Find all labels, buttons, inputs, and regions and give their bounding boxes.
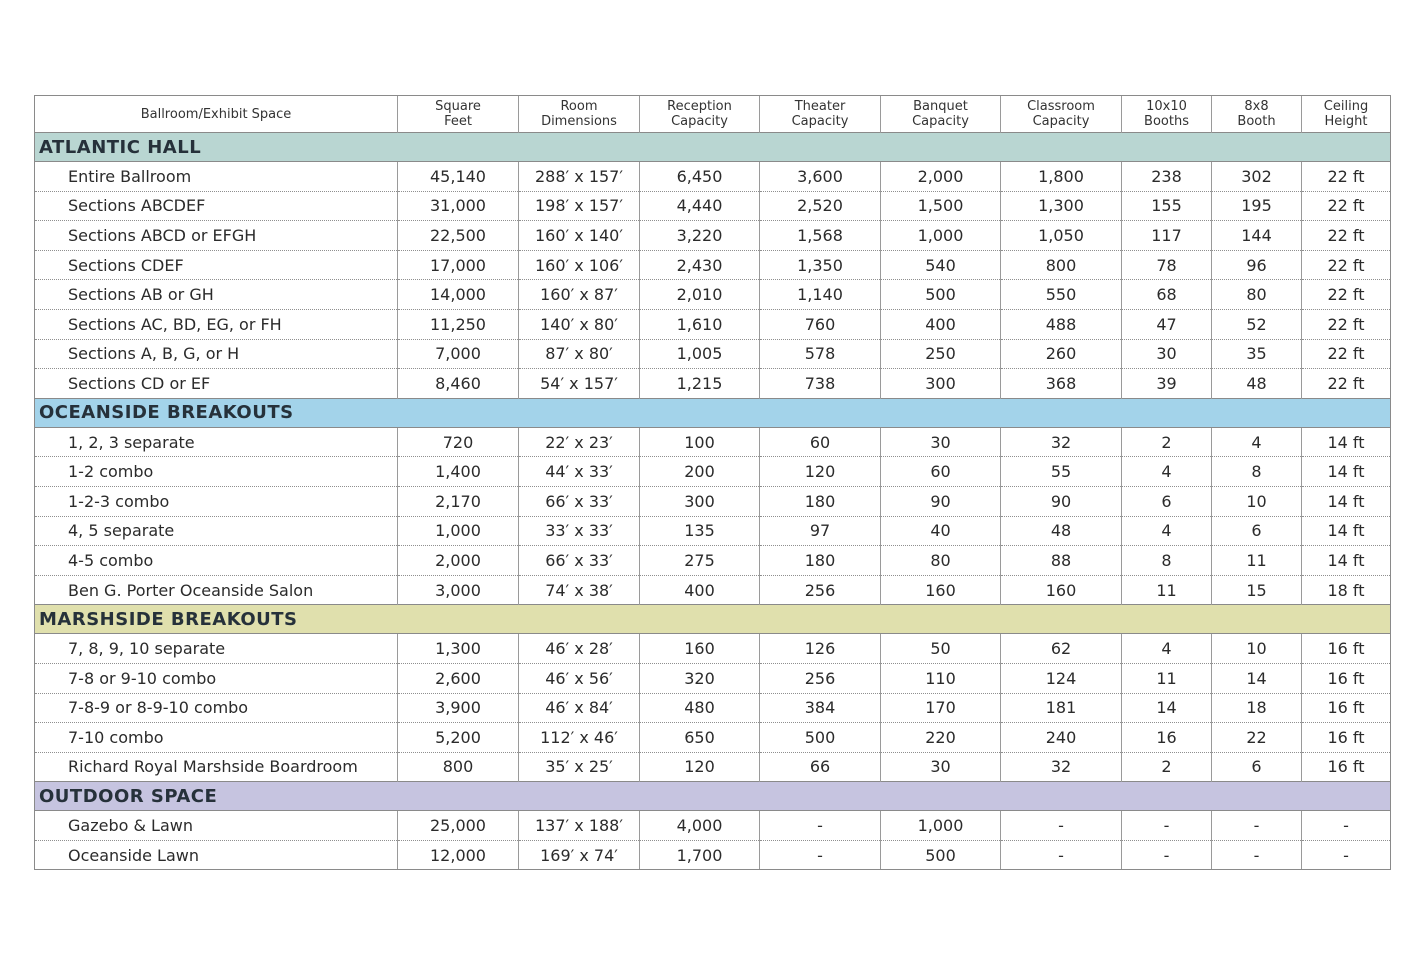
square-feet-cell: 3,900 [398, 693, 519, 723]
header-line: Booths [1144, 114, 1189, 129]
theater-capacity-cell: 578 [760, 339, 881, 369]
booth-8x8-cell: 6 [1212, 752, 1302, 782]
space-name-cell: Sections AC, BD, EG, or FH [35, 309, 398, 339]
banquet-capacity-cell: 170 [881, 693, 1001, 723]
header-line: 10x10 [1146, 99, 1187, 114]
reception-capacity-cell: 200 [640, 457, 760, 487]
table-row [35, 191, 1391, 221]
space-name-cell: Entire Ballroom [35, 162, 398, 192]
banquet-capacity-cell: 500 [881, 280, 1001, 310]
theater-capacity-cell: 60 [760, 427, 881, 457]
ceiling-height-cell: 22 ft [1302, 309, 1391, 339]
reception-capacity-cell: 2,010 [640, 280, 760, 310]
reception-capacity-cell: 300 [640, 486, 760, 516]
classroom-capacity-cell: 32 [1001, 752, 1122, 782]
room-dimensions-cell: 74′ x 38′ [519, 575, 640, 605]
room-dimensions-cell: 160′ x 140′ [519, 221, 640, 251]
classroom-capacity-cell: 800 [1001, 250, 1122, 280]
theater-capacity-cell: - [760, 840, 881, 870]
booth-8x8-cell: 4 [1212, 427, 1302, 457]
booth-8x8-cell: 48 [1212, 369, 1302, 399]
ceiling-height-cell: 16 ft [1302, 663, 1391, 693]
header-theater-capacity [760, 96, 881, 133]
square-feet-cell: 12,000 [398, 840, 519, 870]
booth-8x8-cell: 10 [1212, 634, 1302, 664]
booth-8x8-cell: 18 [1212, 693, 1302, 723]
classroom-capacity-cell: 124 [1001, 663, 1122, 693]
table-row [35, 516, 1391, 546]
square-feet-cell: 800 [398, 752, 519, 782]
space-name-cell: 7, 8, 9, 10 separate [35, 634, 398, 664]
room-dimensions-cell: 22′ x 23′ [519, 427, 640, 457]
banquet-capacity-cell: 220 [881, 723, 1001, 753]
banquet-capacity-cell: 540 [881, 250, 1001, 280]
ceiling-height-cell: 18 ft [1302, 575, 1391, 605]
reception-capacity-cell: 1,215 [640, 369, 760, 399]
theater-capacity-cell: 97 [760, 516, 881, 546]
booth-8x8-cell: 22 [1212, 723, 1302, 753]
ceiling-height-cell: 14 ft [1302, 427, 1391, 457]
ceiling-height-cell: - [1302, 840, 1391, 870]
table-row [35, 427, 1391, 457]
header-line: Ballroom/Exhibit Space [140, 106, 292, 122]
section-title: OUTDOOR SPACE [35, 782, 1391, 811]
banquet-capacity-cell: 2,000 [881, 162, 1001, 192]
theater-capacity-cell: - [760, 811, 881, 841]
header-line: Banquet [913, 99, 968, 114]
table-row [35, 221, 1391, 251]
space-name-cell: Ben G. Porter Oceanside Salon [35, 575, 398, 605]
square-feet-cell: 2,000 [398, 546, 519, 576]
classroom-capacity-cell: 488 [1001, 309, 1122, 339]
section-header-row [35, 398, 1391, 427]
table-row [35, 250, 1391, 280]
square-feet-cell: 1,400 [398, 457, 519, 487]
space-name-cell: 4-5 combo [35, 546, 398, 576]
classroom-capacity-cell: 1,800 [1001, 162, 1122, 192]
capacity-table [34, 95, 1391, 870]
ceiling-height-cell: 16 ft [1302, 723, 1391, 753]
space-name-cell: Sections CD or EF [35, 369, 398, 399]
table-row [35, 693, 1391, 723]
reception-capacity-cell: 135 [640, 516, 760, 546]
reception-capacity-cell: 6,450 [640, 162, 760, 192]
ceiling-height-cell: 14 ft [1302, 546, 1391, 576]
space-name-cell: 1-2-3 combo [35, 486, 398, 516]
section-title: OCEANSIDE BREAKOUTS [35, 398, 1391, 427]
theater-capacity-cell: 120 [760, 457, 881, 487]
ceiling-height-cell: 22 ft [1302, 339, 1391, 369]
reception-capacity-cell: 4,440 [640, 191, 760, 221]
booths-10x10-cell: 4 [1122, 457, 1212, 487]
table-row [35, 162, 1391, 192]
theater-capacity-cell: 126 [760, 634, 881, 664]
ceiling-height-cell: - [1302, 811, 1391, 841]
booths-10x10-cell: 30 [1122, 339, 1212, 369]
ceiling-height-cell: 22 ft [1302, 191, 1391, 221]
theater-capacity-cell: 2,520 [760, 191, 881, 221]
classroom-capacity-cell: 32 [1001, 427, 1122, 457]
header-line: Feet [444, 114, 472, 129]
header-line: Ceiling [1323, 99, 1369, 114]
booth-8x8-cell: 14 [1212, 663, 1302, 693]
header-line: Room [560, 99, 598, 114]
theater-capacity-cell: 256 [760, 575, 881, 605]
square-feet-cell: 17,000 [398, 250, 519, 280]
space-name-cell: 7-10 combo [35, 723, 398, 753]
room-dimensions-cell: 160′ x 87′ [519, 280, 640, 310]
header-line: Theater [794, 99, 846, 114]
space-name-cell: 1-2 combo [35, 457, 398, 487]
ceiling-height-cell: 22 ft [1302, 280, 1391, 310]
booths-10x10-cell: 4 [1122, 634, 1212, 664]
reception-capacity-cell: 480 [640, 693, 760, 723]
table-row [35, 840, 1391, 870]
ceiling-height-cell: 14 ft [1302, 486, 1391, 516]
reception-capacity-cell: 1,700 [640, 840, 760, 870]
theater-capacity-cell: 256 [760, 663, 881, 693]
classroom-capacity-cell: 62 [1001, 634, 1122, 664]
booths-10x10-cell: 14 [1122, 693, 1212, 723]
booths-10x10-cell: 11 [1122, 575, 1212, 605]
booths-10x10-cell: 238 [1122, 162, 1212, 192]
space-name-cell: 1, 2, 3 separate [35, 427, 398, 457]
table-row [35, 752, 1391, 782]
booth-8x8-cell: - [1212, 840, 1302, 870]
theater-capacity-cell: 1,140 [760, 280, 881, 310]
ceiling-height-cell: 22 ft [1302, 162, 1391, 192]
ceiling-height-cell: 22 ft [1302, 221, 1391, 251]
square-feet-cell: 1,300 [398, 634, 519, 664]
section-title: ATLANTIC HALL [35, 133, 1391, 162]
table-row [35, 457, 1391, 487]
booth-8x8-cell: 11 [1212, 546, 1302, 576]
reception-capacity-cell: 650 [640, 723, 760, 753]
banquet-capacity-cell: 110 [881, 663, 1001, 693]
banquet-capacity-cell: 160 [881, 575, 1001, 605]
header-line: Capacity [912, 114, 969, 129]
classroom-capacity-cell: 368 [1001, 369, 1122, 399]
booth-8x8-cell: 10 [1212, 486, 1302, 516]
table-row [35, 723, 1391, 753]
square-feet-cell: 45,140 [398, 162, 519, 192]
ceiling-height-cell: 16 ft [1302, 693, 1391, 723]
classroom-capacity-cell: 181 [1001, 693, 1122, 723]
booths-10x10-cell: 39 [1122, 369, 1212, 399]
ceiling-height-cell: 22 ft [1302, 369, 1391, 399]
section-title: MARSHSIDE BREAKOUTS [35, 605, 1391, 634]
booth-8x8-cell: 8 [1212, 457, 1302, 487]
classroom-capacity-cell: 55 [1001, 457, 1122, 487]
room-dimensions-cell: 137′ x 188′ [519, 811, 640, 841]
table-row [35, 575, 1391, 605]
banquet-capacity-cell: 90 [881, 486, 1001, 516]
room-dimensions-cell: 33′ x 33′ [519, 516, 640, 546]
booths-10x10-cell: - [1122, 840, 1212, 870]
square-feet-cell: 25,000 [398, 811, 519, 841]
reception-capacity-cell: 160 [640, 634, 760, 664]
header-reception-capacity [640, 96, 760, 133]
room-dimensions-cell: 54′ x 157′ [519, 369, 640, 399]
header-line: Capacity [1032, 114, 1090, 129]
theater-capacity-cell: 1,568 [760, 221, 881, 251]
room-dimensions-cell: 87′ x 80′ [519, 339, 640, 369]
booths-10x10-cell: 16 [1122, 723, 1212, 753]
reception-capacity-cell: 1,610 [640, 309, 760, 339]
space-name-cell: 7-8 or 9-10 combo [35, 663, 398, 693]
booths-10x10-cell: 155 [1122, 191, 1212, 221]
room-dimensions-cell: 140′ x 80′ [519, 309, 640, 339]
ceiling-height-cell: 16 ft [1302, 634, 1391, 664]
classroom-capacity-cell: 240 [1001, 723, 1122, 753]
ceiling-height-cell: 14 ft [1302, 516, 1391, 546]
table-row [35, 486, 1391, 516]
room-dimensions-cell: 169′ x 74′ [519, 840, 640, 870]
header-classroom-capacity [1001, 96, 1122, 133]
banquet-capacity-cell: 80 [881, 546, 1001, 576]
header-line: Classroom [1027, 99, 1095, 114]
header-banquet-capacity [881, 96, 1001, 133]
space-name-cell: Sections AB or GH [35, 280, 398, 310]
square-feet-cell: 2,170 [398, 486, 519, 516]
booth-8x8-cell: 35 [1212, 339, 1302, 369]
table-row [35, 634, 1391, 664]
header-line: Dimensions [541, 114, 617, 129]
banquet-capacity-cell: 30 [881, 427, 1001, 457]
theater-capacity-cell: 738 [760, 369, 881, 399]
booths-10x10-cell: 117 [1122, 221, 1212, 251]
classroom-capacity-cell: 48 [1001, 516, 1122, 546]
space-name-cell: Gazebo & Lawn [35, 811, 398, 841]
table-header [35, 96, 1391, 133]
header-line: Capacity [791, 114, 849, 129]
theater-capacity-cell: 3,600 [760, 162, 881, 192]
banquet-capacity-cell: 30 [881, 752, 1001, 782]
banquet-capacity-cell: 1,000 [881, 221, 1001, 251]
banquet-capacity-cell: 40 [881, 516, 1001, 546]
header-line: Booth [1237, 114, 1276, 129]
table-row [35, 339, 1391, 369]
booth-8x8-cell: 6 [1212, 516, 1302, 546]
booths-10x10-cell: 4 [1122, 516, 1212, 546]
table-row [35, 369, 1391, 399]
section-header-row [35, 782, 1391, 811]
square-feet-cell: 7,000 [398, 339, 519, 369]
classroom-capacity-cell: 1,300 [1001, 191, 1122, 221]
table-row [35, 663, 1391, 693]
room-dimensions-cell: 35′ x 25′ [519, 752, 640, 782]
classroom-capacity-cell: 160 [1001, 575, 1122, 605]
square-feet-cell: 22,500 [398, 221, 519, 251]
square-feet-cell: 31,000 [398, 191, 519, 221]
header-space [35, 96, 398, 133]
square-feet-cell: 11,250 [398, 309, 519, 339]
booths-10x10-cell: 2 [1122, 752, 1212, 782]
banquet-capacity-cell: 500 [881, 840, 1001, 870]
booths-10x10-cell: 11 [1122, 663, 1212, 693]
space-name-cell: Sections A, B, G, or H [35, 339, 398, 369]
table-row [35, 280, 1391, 310]
classroom-capacity-cell: 88 [1001, 546, 1122, 576]
ceiling-height-cell: 22 ft [1302, 250, 1391, 280]
square-feet-cell: 14,000 [398, 280, 519, 310]
banquet-capacity-cell: 250 [881, 339, 1001, 369]
reception-capacity-cell: 4,000 [640, 811, 760, 841]
header-10x10-booths [1122, 96, 1212, 133]
room-dimensions-cell: 46′ x 84′ [519, 693, 640, 723]
classroom-capacity-cell: 260 [1001, 339, 1122, 369]
room-dimensions-cell: 66′ x 33′ [519, 486, 640, 516]
booth-8x8-cell: 302 [1212, 162, 1302, 192]
header-ceiling-height [1302, 96, 1391, 133]
room-dimensions-cell: 46′ x 56′ [519, 663, 640, 693]
classroom-capacity-cell: - [1001, 811, 1122, 841]
booths-10x10-cell: 47 [1122, 309, 1212, 339]
banquet-capacity-cell: 50 [881, 634, 1001, 664]
table-row [35, 811, 1391, 841]
booth-8x8-cell: 195 [1212, 191, 1302, 221]
booths-10x10-cell: 2 [1122, 427, 1212, 457]
room-dimensions-cell: 160′ x 106′ [519, 250, 640, 280]
reception-capacity-cell: 275 [640, 546, 760, 576]
theater-capacity-cell: 384 [760, 693, 881, 723]
theater-capacity-cell: 180 [760, 546, 881, 576]
header-square-feet [398, 96, 519, 133]
header-line: 8x8 [1244, 99, 1269, 114]
banquet-capacity-cell: 1,000 [881, 811, 1001, 841]
square-feet-cell: 720 [398, 427, 519, 457]
booths-10x10-cell: 6 [1122, 486, 1212, 516]
classroom-capacity-cell: 550 [1001, 280, 1122, 310]
square-feet-cell: 5,200 [398, 723, 519, 753]
banquet-capacity-cell: 1,500 [881, 191, 1001, 221]
header-line: Square [435, 99, 481, 114]
classroom-capacity-cell: - [1001, 840, 1122, 870]
space-name-cell: Sections ABCDEF [35, 191, 398, 221]
banquet-capacity-cell: 400 [881, 309, 1001, 339]
reception-capacity-cell: 1,005 [640, 339, 760, 369]
header-line: Height [1324, 114, 1368, 129]
space-name-cell: Sections CDEF [35, 250, 398, 280]
banquet-capacity-cell: 60 [881, 457, 1001, 487]
booths-10x10-cell: - [1122, 811, 1212, 841]
booths-10x10-cell: 78 [1122, 250, 1212, 280]
room-dimensions-cell: 198′ x 157′ [519, 191, 640, 221]
theater-capacity-cell: 180 [760, 486, 881, 516]
section-header-row [35, 133, 1391, 162]
table-row [35, 546, 1391, 576]
square-feet-cell: 3,000 [398, 575, 519, 605]
ceiling-height-cell: 14 ft [1302, 457, 1391, 487]
reception-capacity-cell: 400 [640, 575, 760, 605]
booths-10x10-cell: 8 [1122, 546, 1212, 576]
header-room-dimensions [519, 96, 640, 133]
section-header-row [35, 605, 1391, 634]
square-feet-cell: 1,000 [398, 516, 519, 546]
space-name-cell: Richard Royal Marshside Boardroom [35, 752, 398, 782]
room-dimensions-cell: 46′ x 28′ [519, 634, 640, 664]
space-name-cell: Oceanside Lawn [35, 840, 398, 870]
booth-8x8-cell: - [1212, 811, 1302, 841]
header-row [35, 96, 1391, 133]
space-name-cell: 4, 5 separate [35, 516, 398, 546]
booth-8x8-cell: 15 [1212, 575, 1302, 605]
reception-capacity-cell: 120 [640, 752, 760, 782]
reception-capacity-cell: 320 [640, 663, 760, 693]
booth-8x8-cell: 52 [1212, 309, 1302, 339]
classroom-capacity-cell: 90 [1001, 486, 1122, 516]
theater-capacity-cell: 66 [760, 752, 881, 782]
theater-capacity-cell: 760 [760, 309, 881, 339]
ceiling-height-cell: 16 ft [1302, 752, 1391, 782]
room-dimensions-cell: 112′ x 46′ [519, 723, 640, 753]
reception-capacity-cell: 100 [640, 427, 760, 457]
banquet-capacity-cell: 300 [881, 369, 1001, 399]
theater-capacity-cell: 1,350 [760, 250, 881, 280]
booth-8x8-cell: 80 [1212, 280, 1302, 310]
classroom-capacity-cell: 1,050 [1001, 221, 1122, 251]
header-8x8-booth [1212, 96, 1302, 133]
header-line: Capacity [671, 114, 728, 129]
table-row [35, 309, 1391, 339]
room-dimensions-cell: 44′ x 33′ [519, 457, 640, 487]
reception-capacity-cell: 2,430 [640, 250, 760, 280]
room-dimensions-cell: 288′ x 157′ [519, 162, 640, 192]
theater-capacity-cell: 500 [760, 723, 881, 753]
booth-8x8-cell: 144 [1212, 221, 1302, 251]
square-feet-cell: 2,600 [398, 663, 519, 693]
header-line: Reception [667, 99, 732, 114]
booth-8x8-cell: 96 [1212, 250, 1302, 280]
space-name-cell: 7-8-9 or 8-9-10 combo [35, 693, 398, 723]
room-dimensions-cell: 66′ x 33′ [519, 546, 640, 576]
space-name-cell: Sections ABCD or EFGH [35, 221, 398, 251]
reception-capacity-cell: 3,220 [640, 221, 760, 251]
table-body [35, 133, 1391, 870]
square-feet-cell: 8,460 [398, 369, 519, 399]
booths-10x10-cell: 68 [1122, 280, 1212, 310]
